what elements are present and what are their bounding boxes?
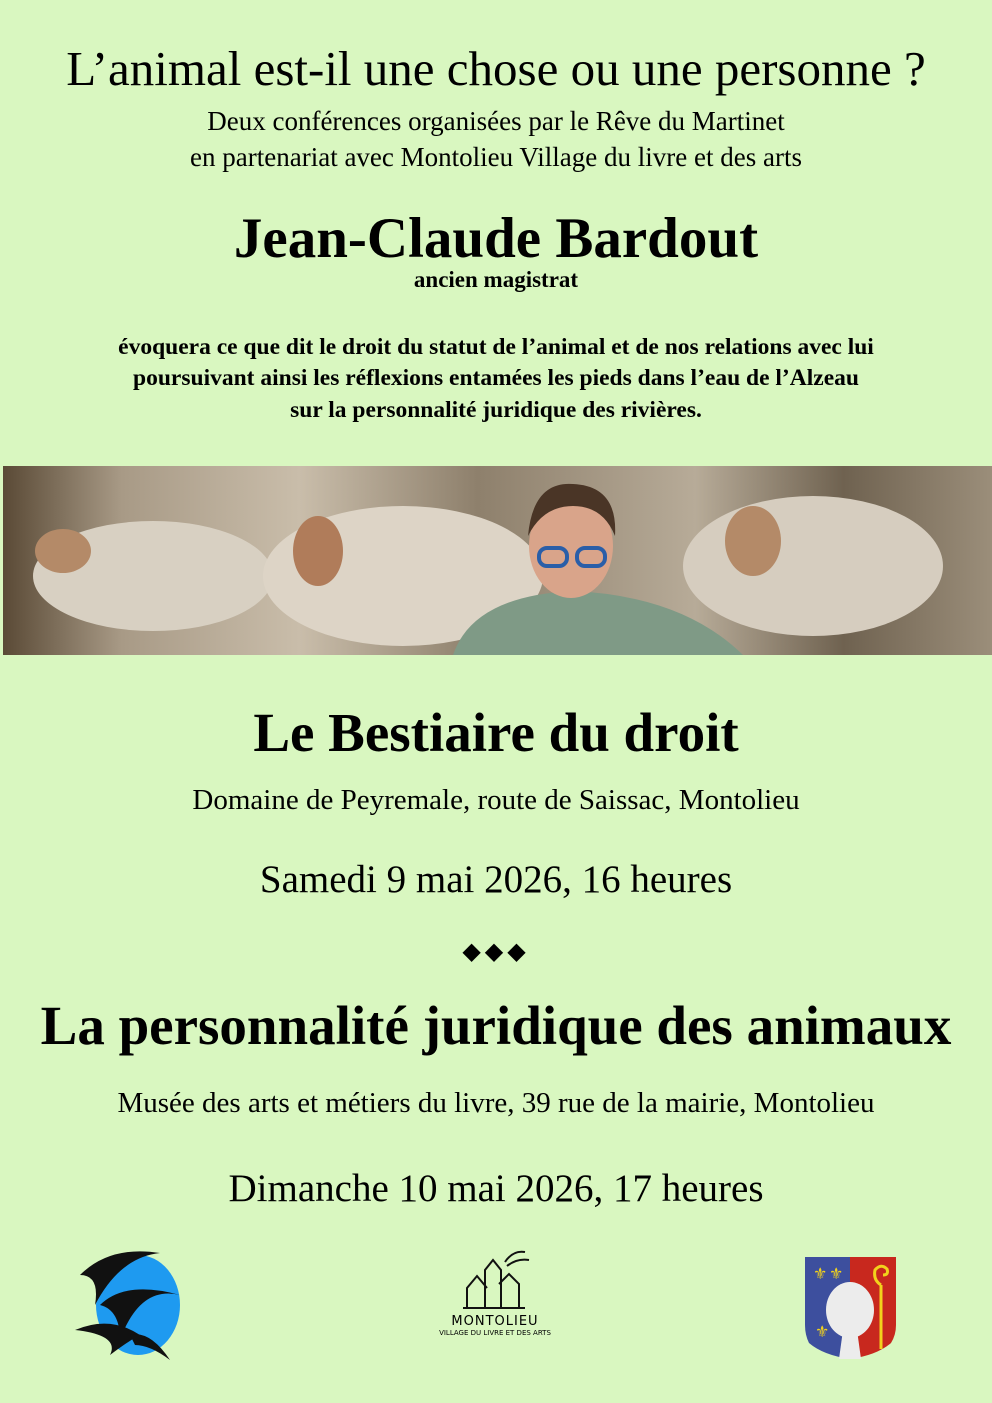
- montolieu-name: MONTOLIEU: [451, 1314, 539, 1329]
- subtitle-line-2: en partenariat avec Montolieu Village du livre et des arts: [190, 142, 802, 172]
- montolieu-tagline: VILLAGE DU LIVRE ET DES ARTS: [439, 1329, 551, 1338]
- svg-text:⚜: ⚜: [813, 1266, 828, 1283]
- diamond-separator: ◆◆◆: [462, 939, 530, 965]
- description-line-3: sur la personnalité juridique des rivières.: [290, 397, 702, 423]
- event-1-date: Samedi 9 mai 2026, 16 heures: [259, 858, 733, 901]
- poster-title: L’animal est-il une chose ou une personne ?: [66, 41, 926, 96]
- speaker-name: Jean-Claude Bardout: [233, 207, 759, 270]
- speaker-with-sheep-photo: [3, 466, 992, 655]
- event-1-venue: Domaine de Peyremale, route de Saissac, Montolieu: [192, 784, 800, 816]
- event-2-venue: Musée des arts et métiers du livre, 39 rue de la mairie, Montolieu: [117, 1087, 875, 1119]
- svg-text:⚜: ⚜: [815, 1324, 830, 1341]
- description-line-1: évoquera ce que dit le droit du statut de l’animal et de nos relations avec lui: [118, 334, 874, 360]
- event-2-title: La personnalité juridique des animaux: [40, 995, 952, 1056]
- event-1-title: Le Bestiaire du droit: [253, 702, 739, 763]
- montolieu-coat-of-arms: [803, 1255, 898, 1365]
- reve-du-martinet-logo: [70, 1245, 190, 1365]
- speaker-role: ancien magistrat: [413, 267, 579, 292]
- event-2-date: Dimanche 10 mai 2026, 17 heures: [228, 1167, 764, 1210]
- montolieu-logo: [425, 1248, 565, 1348]
- svg-text:⚜: ⚜: [829, 1266, 844, 1283]
- description-line-2: poursuivant ainsi les réflexions entamées les pieds dans l’eau de l’Alzeau: [133, 365, 859, 391]
- village-towers-icon: [455, 1248, 535, 1310]
- subtitle-line-1: Deux conférences organisées par le Rêve du Martinet: [207, 106, 785, 136]
